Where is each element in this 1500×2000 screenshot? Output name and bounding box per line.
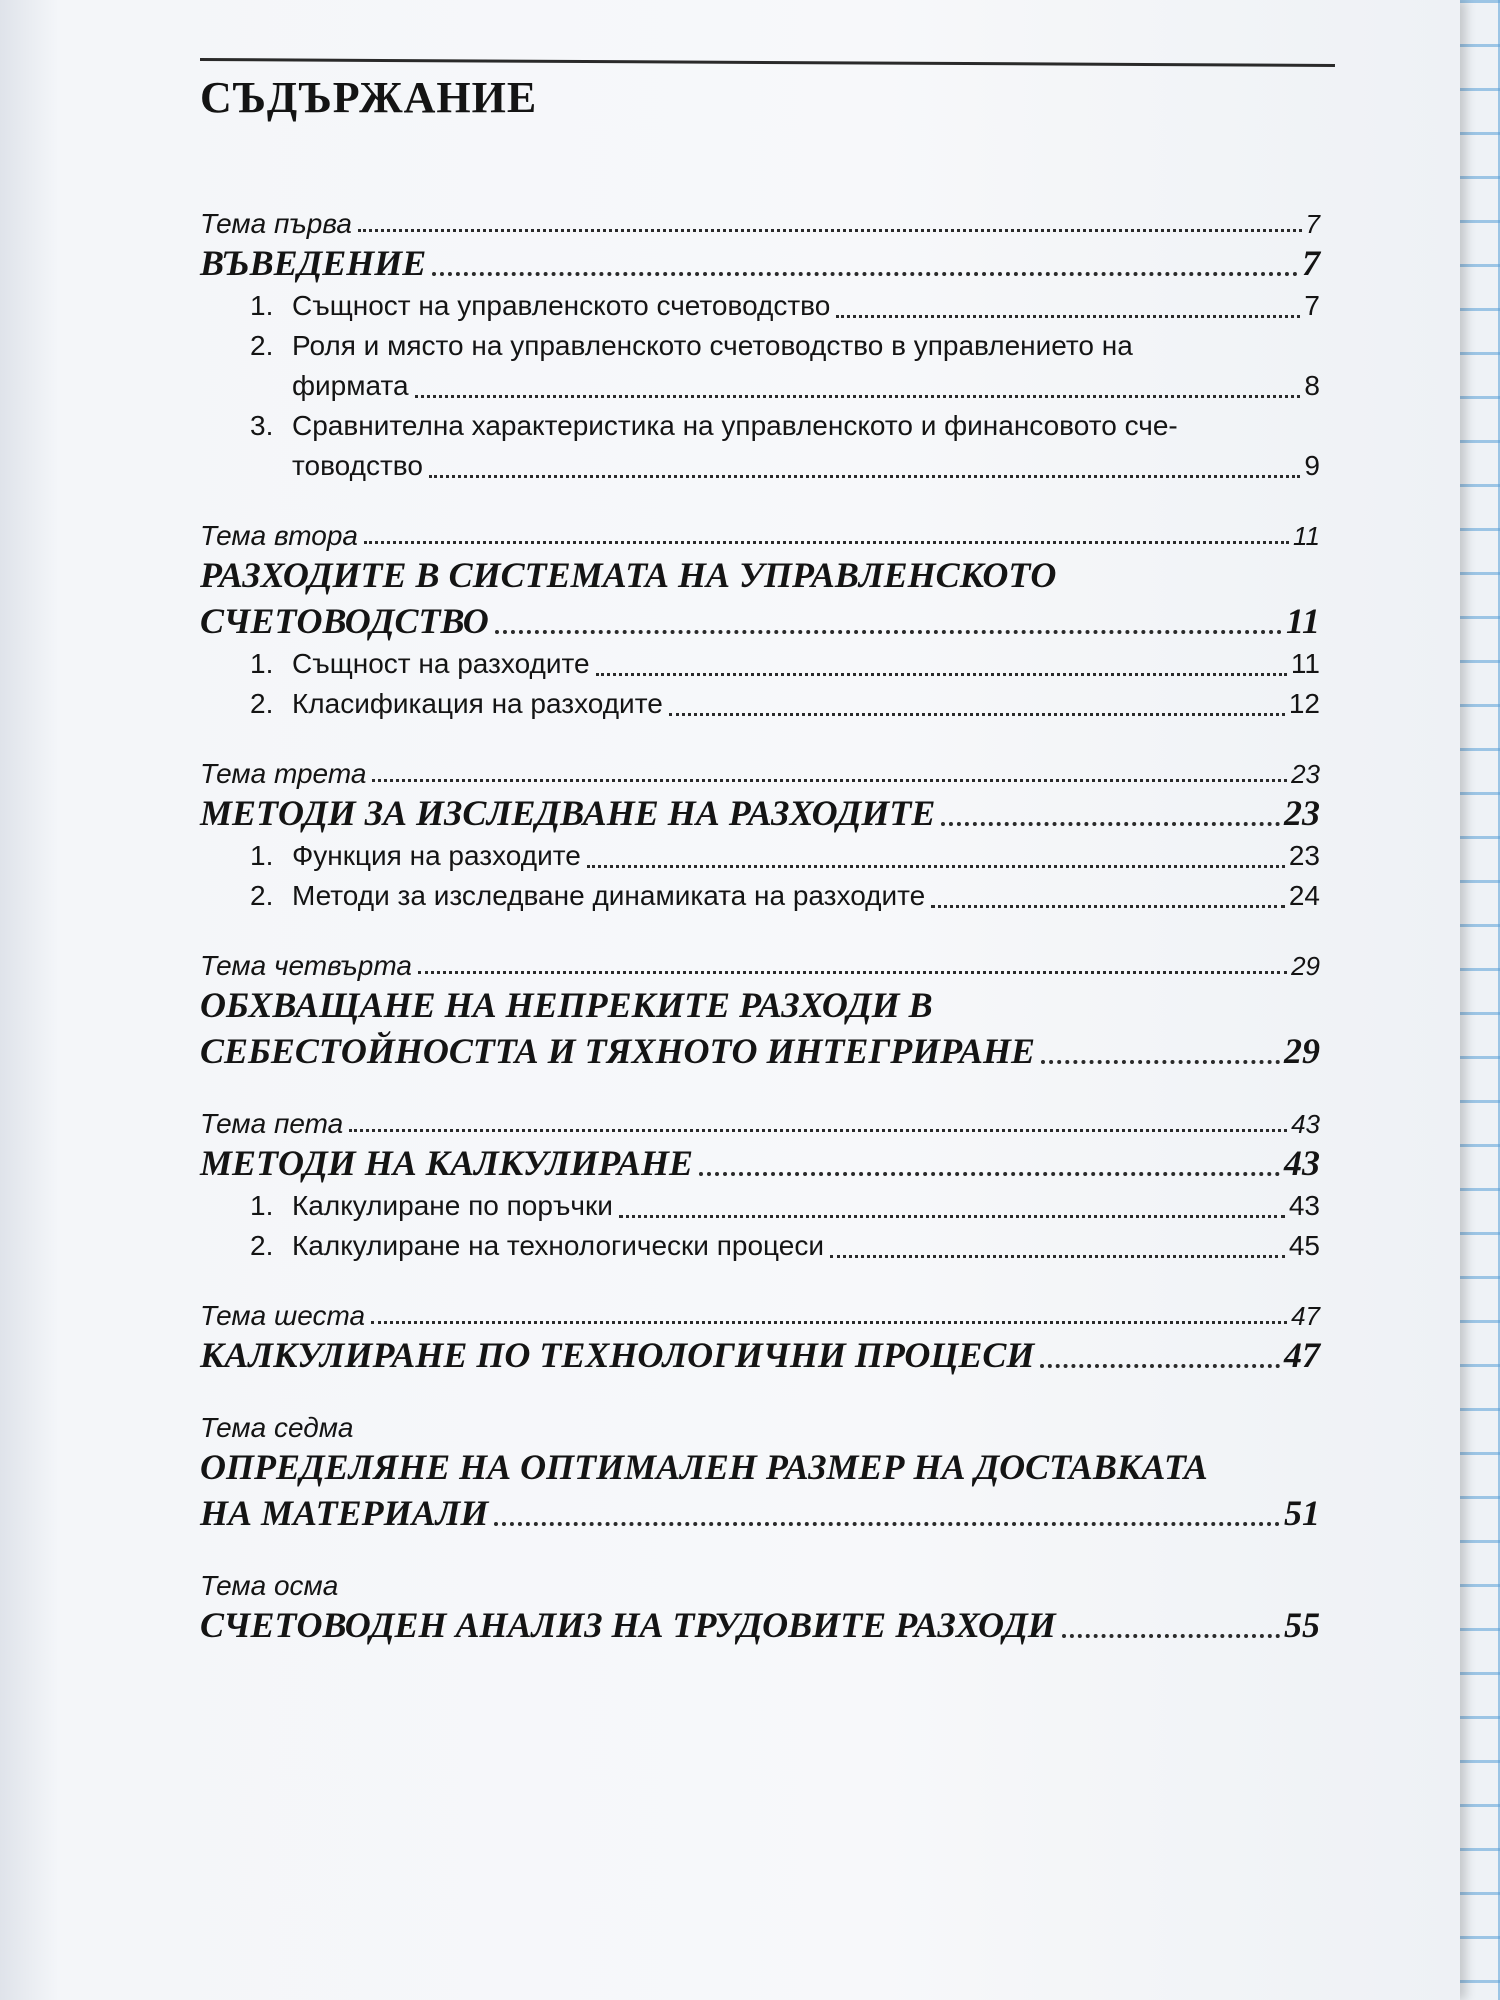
theme-label-row — [200, 200, 1320, 240]
leader-dots — [836, 315, 1300, 318]
item-text: Калкулиране на технологически процеси — [292, 1230, 824, 1261]
toc-group-theme-6 — [200, 1292, 1320, 1378]
item-index: 3. — [250, 410, 274, 441]
leader-dots — [669, 713, 1285, 716]
leader-dots — [1040, 1364, 1280, 1368]
item-line-1 — [200, 406, 1320, 446]
page-number: 55 — [1284, 1605, 1320, 1645]
toc-item[interactable] — [200, 684, 1320, 724]
leader-dots — [358, 229, 1302, 232]
theme-label: Тема трета — [200, 758, 367, 789]
chapter-title-row[interactable] — [200, 790, 1320, 836]
chapter-title: ОПРЕДЕЛЯНЕ НА ОПТИМАЛЕН РАЗМЕР НА ДОСТАВКАТА — [200, 1447, 1208, 1487]
leader-dots — [619, 1215, 1285, 1218]
chapter-title: СЧЕТОВОДЕН АНАЛИЗ НА ТРУДОВИТЕ РАЗХОДИ — [200, 1605, 1056, 1645]
page-number: 29 — [1291, 951, 1320, 981]
page-number: 47 — [1291, 1301, 1320, 1331]
toc-group-theme-4 — [200, 942, 1320, 1074]
chapter-title-row[interactable] — [200, 1444, 1320, 1536]
item-index: 1. — [250, 290, 274, 321]
chapter-title-row[interactable] — [200, 1332, 1320, 1378]
theme-label: Тема първа — [200, 208, 352, 239]
item-line-1 — [200, 326, 1320, 366]
toc-item[interactable] — [200, 286, 1320, 326]
theme-label-row — [200, 942, 1320, 982]
item-index: 2. — [250, 1230, 274, 1261]
chapter-title-row[interactable] — [200, 982, 1320, 1074]
chapter-title: ВЪВЕДЕНИЕ — [200, 243, 427, 283]
chapter-title-row[interactable] — [200, 1602, 1320, 1648]
chapter-title: ОБХВАЩАНЕ НА НЕПРЕКИТЕ РАЗХОДИ В — [200, 985, 933, 1025]
page-number: 23 — [1284, 793, 1320, 833]
item-text: фирмата — [292, 370, 409, 401]
leader-dots — [931, 905, 1285, 908]
item-text: Същност на разходите — [292, 648, 590, 679]
leader-dots — [372, 779, 1287, 782]
leader-dots — [941, 822, 1280, 826]
leader-dots — [587, 865, 1285, 868]
toc-group-theme-8 — [200, 1562, 1320, 1648]
leader-dots — [415, 395, 1301, 398]
chapter-title-line-2 — [200, 1490, 1320, 1536]
leader-dots — [596, 673, 1287, 676]
page-number: 47 — [1284, 1335, 1320, 1375]
item-text: Сравнителна характеристика на управленското и финансовото сче- — [292, 410, 1178, 441]
item-text: Роля и място на управленското счетоводство в управлението на — [292, 330, 1133, 361]
chapter-title: РАЗХОДИТЕ В СИСТЕМАТА НА УПРАВЛЕНСКОТО — [200, 555, 1057, 595]
item-index: 2. — [250, 688, 274, 719]
theme-label-row — [200, 750, 1320, 790]
item-line-2 — [200, 446, 1320, 486]
chapter-title: МЕТОДИ ЗА ИЗСЛЕДВАНЕ НА РАЗХОДИТЕ — [200, 793, 936, 833]
item-text: Класификация на разходите — [292, 688, 663, 719]
item-index: 2. — [250, 330, 274, 361]
theme-label-row — [200, 1100, 1320, 1140]
page-number: 7 — [1304, 290, 1320, 321]
chapter-title-row[interactable] — [200, 1140, 1320, 1186]
item-text: Същност на управленското счетоводство — [292, 290, 831, 321]
item-index: 1. — [250, 840, 274, 871]
page-number: 29 — [1284, 1031, 1320, 1071]
leader-dots — [495, 630, 1282, 634]
leader-dots — [699, 1172, 1280, 1176]
theme-label: Тема седма — [200, 1412, 354, 1443]
page-number: 23 — [1291, 759, 1320, 789]
page-number: 51 — [1284, 1493, 1320, 1533]
item-index: 2. — [250, 880, 274, 911]
item-text: товодство — [292, 450, 423, 481]
page-number: 24 — [1288, 880, 1320, 911]
toc-item[interactable] — [200, 1186, 1320, 1226]
leader-dots — [432, 272, 1298, 276]
page-number: 43 — [1288, 1190, 1320, 1221]
page-number: 7 — [1302, 243, 1320, 283]
chapter-title-row[interactable] — [200, 240, 1320, 286]
toc-group-theme-5 — [200, 1100, 1320, 1266]
page-number: 11 — [1293, 521, 1320, 551]
leader-dots — [371, 1321, 1287, 1324]
leader-dots — [1041, 1060, 1280, 1064]
chapter-title: КАЛКУЛИРАНЕ ПО ТЕХНОЛОГИЧНИ ПРОЦЕСИ — [200, 1335, 1035, 1375]
table-of-contents — [200, 200, 1320, 1674]
theme-label: Тема осма — [200, 1570, 339, 1601]
theme-label-row — [200, 1404, 1320, 1444]
toc-group-theme-1 — [200, 200, 1320, 486]
chapter-title: СЧЕТОВОДСТВО — [200, 601, 489, 641]
theme-label-row — [200, 1292, 1320, 1332]
toc-item[interactable] — [200, 644, 1320, 684]
item-index: 1. — [250, 648, 274, 679]
item-line-2 — [200, 366, 1320, 406]
chapter-title-line-2 — [200, 1028, 1320, 1074]
page-number: 8 — [1304, 370, 1320, 401]
toc-group-theme-3 — [200, 750, 1320, 916]
leader-dots — [830, 1255, 1285, 1258]
page-number: 12 — [1288, 688, 1320, 719]
page-number: 9 — [1304, 450, 1320, 481]
theme-label-row — [200, 512, 1320, 552]
page-number: 23 — [1288, 840, 1320, 871]
theme-label-row — [200, 1562, 1320, 1602]
toc-item[interactable] — [200, 1226, 1320, 1266]
top-rule — [200, 58, 1335, 67]
page-number: 45 — [1288, 1230, 1320, 1261]
chapter-title: СЕБЕСТОЙНОСТТА И ТЯХНОТО ИНТЕГРИРАНЕ — [200, 1031, 1036, 1071]
item-index: 1. — [250, 1190, 274, 1221]
chapter-title-row[interactable] — [200, 552, 1320, 644]
leader-dots — [364, 541, 1289, 544]
page-number: 11 — [1285, 601, 1320, 641]
theme-label: Тема четвърта — [200, 950, 412, 981]
page-number: 43 — [1284, 1143, 1320, 1183]
chapter-title: МЕТОДИ НА КАЛКУЛИРАНЕ — [200, 1143, 694, 1183]
toc-item[interactable] — [200, 876, 1320, 916]
theme-label: Тема втора — [200, 520, 359, 551]
leader-dots — [349, 1129, 1287, 1132]
item-text: Калкулиране по поръчки — [292, 1190, 613, 1221]
theme-label: Тема пета — [200, 1108, 344, 1139]
leader-dots — [494, 1522, 1280, 1526]
page-number: 11 — [1290, 648, 1320, 679]
theme-label: Тема шеста — [200, 1300, 366, 1331]
leader-dots — [1062, 1634, 1280, 1638]
item-text: Функция на разходите — [292, 840, 581, 871]
toc-item[interactable] — [200, 836, 1320, 876]
page-number: 43 — [1291, 1109, 1320, 1139]
toc-group-theme-7 — [200, 1404, 1320, 1536]
chapter-title-line-1 — [200, 1444, 1320, 1490]
toc-item[interactable] — [200, 326, 1320, 406]
toc-group-theme-2 — [200, 512, 1320, 724]
toc-item[interactable] — [200, 406, 1320, 486]
item-text: Методи за изследване динамиката на разходите — [292, 880, 926, 911]
leader-dots — [429, 475, 1301, 478]
chapter-title-line-2 — [200, 598, 1320, 644]
page-number: 7 — [1305, 209, 1320, 239]
toc-title: СЪДЪРЖАНИЕ — [200, 73, 538, 122]
chapter-title: НА МАТЕРИАЛИ — [200, 1493, 489, 1533]
leader-dots — [418, 971, 1287, 974]
